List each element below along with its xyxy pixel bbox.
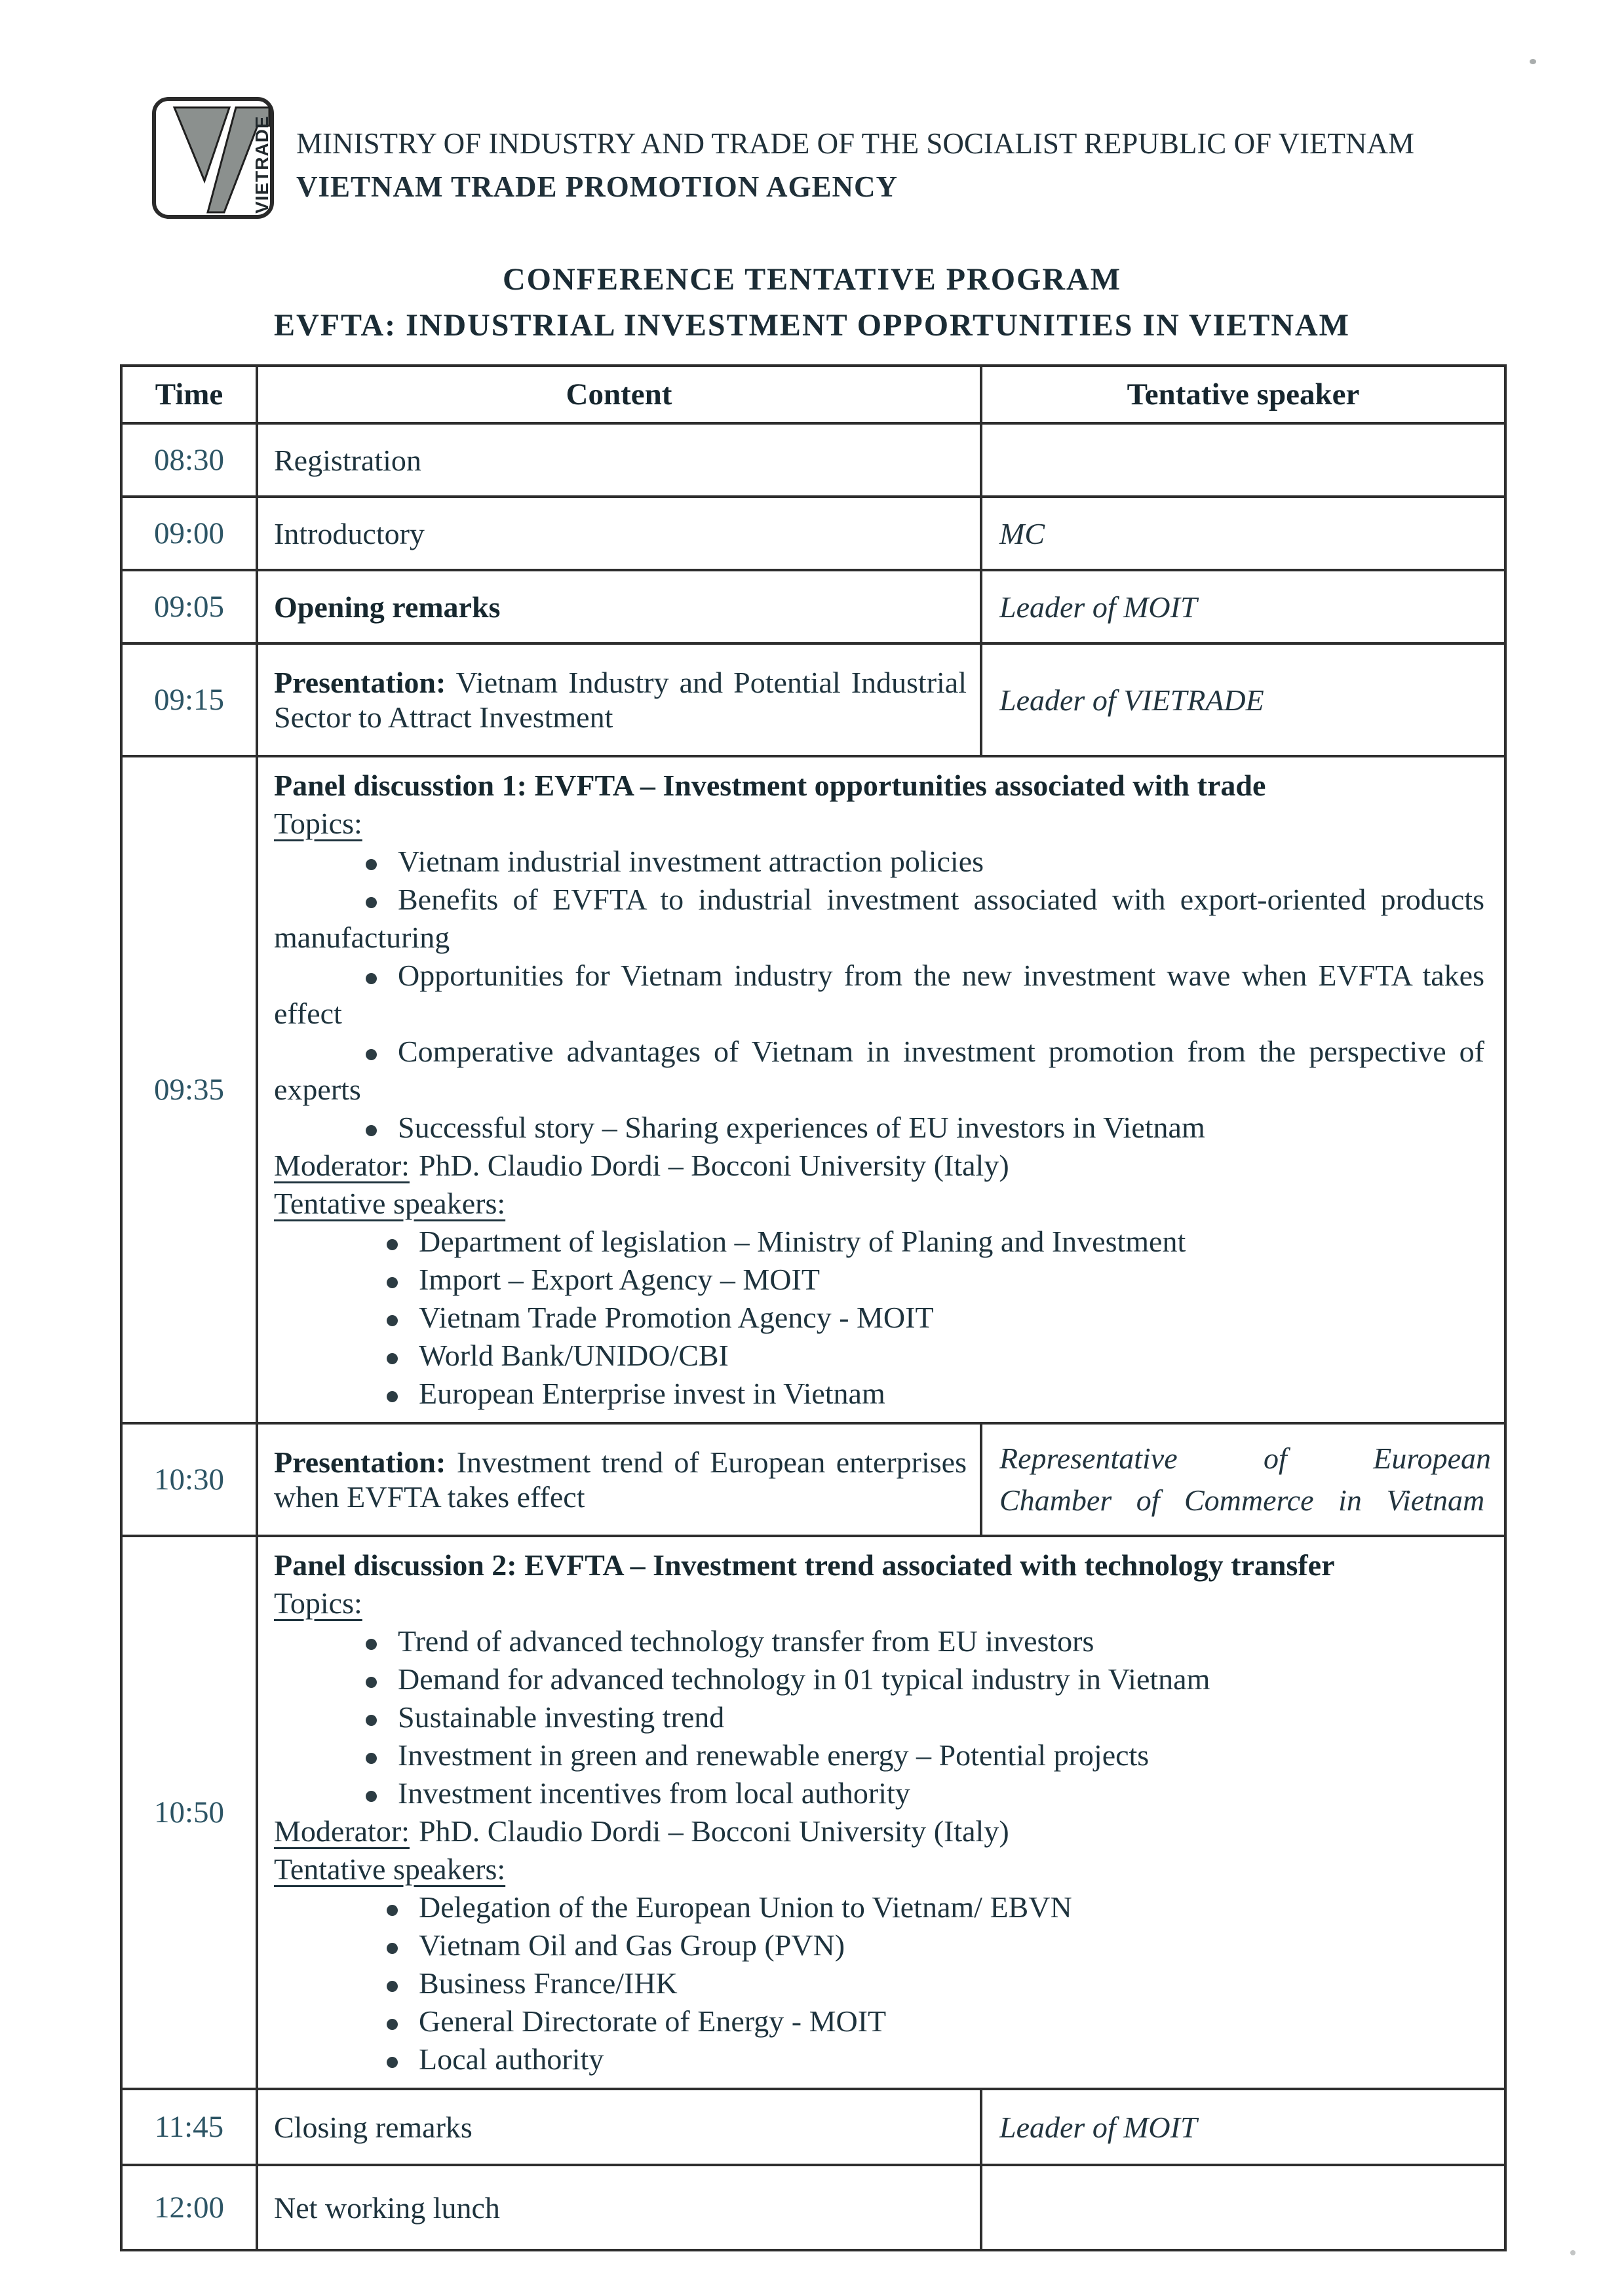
- row-introductory: [121, 497, 1505, 570]
- row-presentation-1: [121, 643, 1505, 756]
- row-opening-remarks: [121, 570, 1505, 643]
- time-cell: 09:00: [121, 497, 257, 570]
- panel-topic: Opportunities for Vietnam industry from the new investment wave when EVFTA takes effect: [274, 959, 1484, 1030]
- speaker-cell: Leader of VIETRADE: [981, 643, 1505, 756]
- bullet-icon: [366, 859, 377, 870]
- content-text: Investment trend of European enterprises when EVFTA takes effect: [274, 1445, 967, 1514]
- title-line-1: CONFERENCE TENTATIVE PROGRAM: [502, 262, 1122, 297]
- content-cell: [257, 1423, 981, 1536]
- vietrade-logo: [151, 96, 288, 221]
- panel-topic: Benefits of EVFTA to industrial investment associated with export-oriented products manufacturing: [274, 883, 1484, 954]
- scan-artifact: [1570, 2250, 1576, 2255]
- col-header-time: Time: [121, 366, 257, 423]
- bullet-icon: [387, 1981, 398, 1992]
- row-panel-2: [121, 1536, 1505, 2089]
- col-header-speaker: Tentative speaker: [981, 366, 1505, 423]
- moderator-line: Moderator: PhD. Claudio Dordi – Bocconi University (Italy): [274, 1814, 1009, 1848]
- bullet-icon: [387, 1239, 398, 1250]
- panel-speaker: Vietnam Oil and Gas Group (PVN): [274, 1926, 1484, 1964]
- bullet-icon: [387, 1353, 398, 1364]
- vietrade-logo-icon: [151, 96, 288, 221]
- bullet-icon: [366, 973, 377, 984]
- row-networking-lunch: [121, 2165, 1505, 2250]
- speaker-cell: Leader of MOIT: [981, 2089, 1505, 2165]
- bullet-icon: [366, 1791, 377, 1802]
- content-label: Presentation:: [274, 1445, 446, 1479]
- time-cell: 09:15: [121, 643, 257, 756]
- row-panel-1: [121, 756, 1505, 1423]
- panel-speaker: General Directorate of Energy - MOIT: [274, 2002, 1484, 2040]
- panel-speaker: Delegation of the European Union to Vietnam/ EBVN: [274, 1888, 1484, 1926]
- content-cell: Registration: [257, 423, 981, 497]
- panel-topic: Vietnam industrial investment attraction policies: [274, 843, 1484, 881]
- bullet-icon: [387, 1277, 398, 1288]
- col-header-content: Content: [257, 366, 981, 423]
- panel-speaker: Import – Export Agency – MOIT: [274, 1261, 1484, 1299]
- content-cell: Net working lunch: [257, 2165, 981, 2250]
- content-cell: Closing remarks: [257, 2089, 981, 2165]
- bullet-icon: [387, 2057, 398, 2068]
- bullet-icon: [366, 1639, 377, 1650]
- bullet-icon: [366, 1715, 377, 1726]
- time-cell: 10:30: [121, 1423, 257, 1536]
- title-line-2: EVFTA: INDUSTRIAL INVESTMENT OPPORTUNITIES IN VIETNAM: [274, 308, 1350, 343]
- panel-speaker: Business France/IHK: [274, 1964, 1484, 2002]
- panel-2-heading: Panel discussion 2: EVFTA – Investment trend associated with technology transfer: [274, 1548, 1335, 1582]
- time-cell: 09:35: [121, 756, 257, 1423]
- speaker-cell: [981, 2165, 1505, 2250]
- panel-topic: Investment in green and renewable energy – Potential projects: [274, 1736, 1484, 1774]
- moderator-line: Moderator: PhD. Claudio Dordi – Bocconi University (Italy): [274, 1149, 1009, 1182]
- topics-label: Topics:: [274, 1586, 362, 1620]
- speakers-label: Tentative speakers:: [274, 1187, 506, 1220]
- content-text: Vietnam Industry and Potential Industrial Sector to Attract Investment: [274, 666, 967, 734]
- panel-1-heading: Panel discusstion 1: EVFTA – Investment opportunities associated with trade: [274, 769, 1266, 802]
- panel-topic: Comperative advantages of Vietnam in investment promotion from the perspective of experts: [274, 1035, 1484, 1106]
- panel-topic: Investment incentives from local authority: [274, 1774, 1484, 1812]
- scan-artifact: [1530, 59, 1536, 64]
- speaker-cell: MC: [981, 497, 1505, 570]
- logo-vertical-text: VIETRADE: [252, 115, 272, 214]
- bullet-icon: [387, 2019, 398, 2030]
- letterhead-text: [296, 122, 1414, 208]
- panel-speaker: Vietnam Trade Promotion Agency - MOIT: [274, 1299, 1484, 1337]
- panel-topic: Sustainable investing trend: [274, 1698, 1484, 1736]
- content-cell: [257, 643, 981, 756]
- panel-topic: Successful story – Sharing experiences of EU investors in Vietnam: [274, 1109, 1484, 1147]
- panel-speaker: European Enterprise invest in Vietnam: [274, 1375, 1484, 1413]
- time-cell: 10:50: [121, 1536, 257, 2089]
- bullet-icon: [387, 1315, 398, 1326]
- panel-speaker: World Bank/UNIDO/CBI: [274, 1337, 1484, 1375]
- bullet-icon: [366, 1125, 377, 1136]
- bullet-icon: [366, 897, 377, 908]
- table-header-row: [121, 366, 1505, 423]
- panel-speaker: Department of legislation – Ministry of Planing and Investment: [274, 1223, 1484, 1261]
- bullet-icon: [366, 1049, 377, 1060]
- time-cell: 08:30: [121, 423, 257, 497]
- bullet-icon: [366, 1677, 377, 1688]
- panel-topic: Trend of advanced technology transfer from EU investors: [274, 1622, 1484, 1660]
- speaker-cell: [981, 423, 1505, 497]
- content-cell: [257, 570, 981, 643]
- panel-2-cell: [257, 1536, 1505, 2089]
- panel-topic: Demand for advanced technology in 01 typical industry in Vietnam: [274, 1660, 1484, 1698]
- row-closing-remarks: [121, 2089, 1505, 2165]
- panel-1-cell: [257, 756, 1505, 1423]
- row-presentation-2: [121, 1423, 1505, 1536]
- time-cell: 09:05: [121, 570, 257, 643]
- ministry-line: MINISTRY OF INDUSTRY AND TRADE OF THE SOCIALIST REPUBLIC OF VIETNAM: [296, 127, 1415, 160]
- row-registration: [121, 423, 1505, 497]
- content-bold: Opening remarks: [274, 590, 501, 624]
- time-cell: 12:00: [121, 2165, 257, 2250]
- speaker-cell: Leader of MOIT: [981, 570, 1505, 643]
- speakers-label: Tentative speakers:: [274, 1852, 506, 1886]
- bullet-icon: [366, 1753, 377, 1764]
- speaker-cell: Representative of European Chamber of Commerce in Vietnam: [981, 1423, 1505, 1536]
- bullet-icon: [387, 1943, 398, 1954]
- bullet-icon: [387, 1391, 398, 1402]
- panel-speaker: Local authority: [274, 2040, 1484, 2078]
- content-cell: Introductory: [257, 497, 981, 570]
- bullet-icon: [387, 1905, 398, 1916]
- time-cell: 11:45: [121, 2089, 257, 2165]
- document-title: [0, 257, 1624, 349]
- program-table: [120, 364, 1507, 2251]
- agency-line: VIETNAM TRADE PROMOTION AGENCY: [296, 170, 898, 203]
- topics-label: Topics:: [274, 807, 362, 840]
- content-label: Presentation:: [274, 666, 446, 699]
